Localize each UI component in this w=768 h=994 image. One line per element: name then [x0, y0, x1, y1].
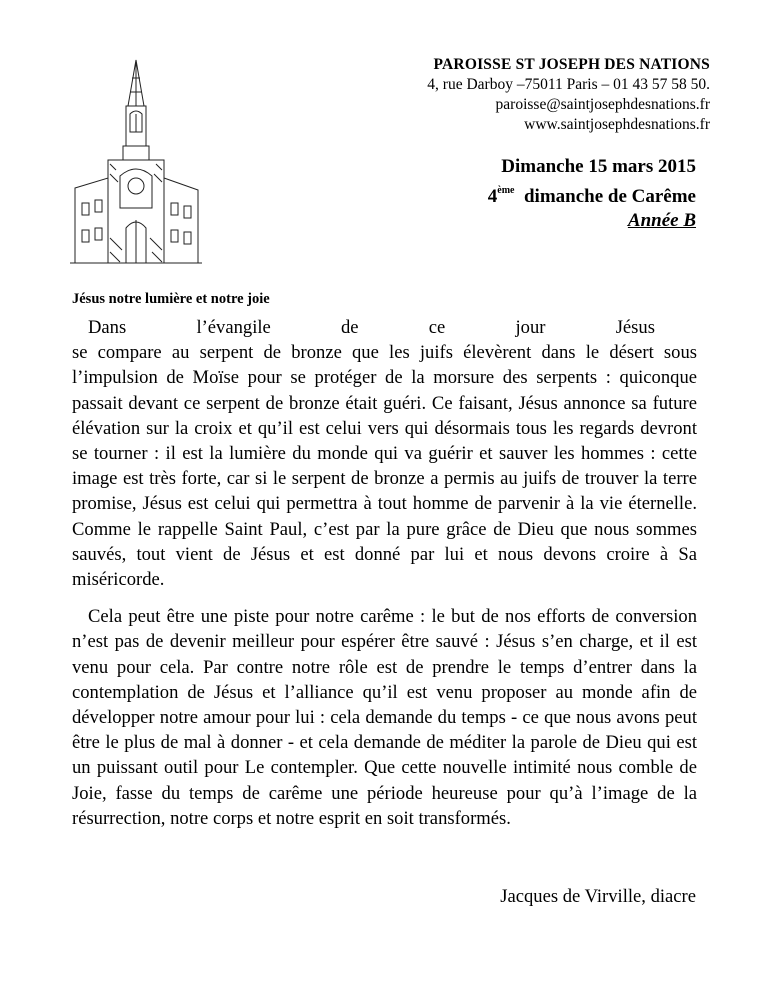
date-block [366, 155, 696, 233]
word: de [341, 317, 359, 338]
word: Dans [88, 317, 127, 338]
ordinal-suffix: ème [497, 185, 515, 196]
section-title: Jésus notre lumière et notre joie [72, 291, 270, 307]
paragraph-1-first-line [88, 315, 655, 340]
sunday-name: dimanche de Carême [523, 186, 696, 207]
word: jour [515, 317, 546, 338]
word: l’évangile [196, 317, 271, 338]
ordinal-number: 4 [487, 186, 498, 207]
parish-address: 4, rue Darboy –75011 Paris – 01 43 57 58 50. [427, 76, 710, 93]
word: ce [428, 317, 446, 338]
parish-website[interactable]: www.saintjosephdesnations.fr [524, 116, 710, 133]
church-drawing-icon [70, 58, 202, 268]
parish-name: PAROISSE ST JOSEPH DES NATIONS [433, 56, 710, 73]
sunday-date: Dimanche 15 mars 2015 [501, 156, 696, 177]
homily-text [72, 315, 697, 831]
liturgical-sunday [366, 179, 696, 209]
signature: Jacques de Virville, diacre [500, 886, 696, 907]
word: Jésus [615, 317, 655, 338]
paragraph-1: se compare au serpent de bronze que les juifs élevèrent dans le désert sous l’impulsion de Moïse pour se protéger de la morsure des serpents : quiconque passait devant ce serpent de bronze était guéri. Ce faisant, Jésus annonce sa future élévation sur la croix et qu’il est celui vers qui désormais tous les regards devront se tourner : il est la lumière du monde qui va guérir et sauver les hommes : cette image est très forte, car si le serpent de bronze a permis au juifs de trouver la terre promise, Jésus est celui qui permettra à tout homme de parvenir à la vie éternelle. Comme le rappelle Saint Paul, c’est par la pure grâce de Dieu que nous sommes sauvés, tout vient de Jésus et est donné par lui et nous devons croire à Sa miséricorde. [72, 342, 697, 591]
parish-email[interactable]: paroisse@saintjosephdesnations.fr [495, 96, 710, 113]
parish-header [290, 55, 710, 135]
paragraph-2: Cela peut être une piste pour notre carême : le but de nos efforts de conversion n’est pas de devenir meilleur pour espérer être sauvé : Jésus s’en charge, et il est venu pour cela. Par contre notre rôle est de prendre le temps d’entrer dans la contemplation de Jésus et l’alliance qu’il est venu proposer au monde afin de développer notre amour pour lui : cela demande du temps - ce que nous avons peut être le plus de mal à donner - et cela demande de méditer la parole de Dieu qui est un puissant outil pour Le contempler. Que cette nouvelle intimité nous comble de Joie, fasse du temps de carême une période heureuse pour qu’à l’image de la résurrection, notre corps et notre esprit en soit transformés. [72, 606, 697, 829]
liturgical-year: Année B [627, 210, 696, 231]
